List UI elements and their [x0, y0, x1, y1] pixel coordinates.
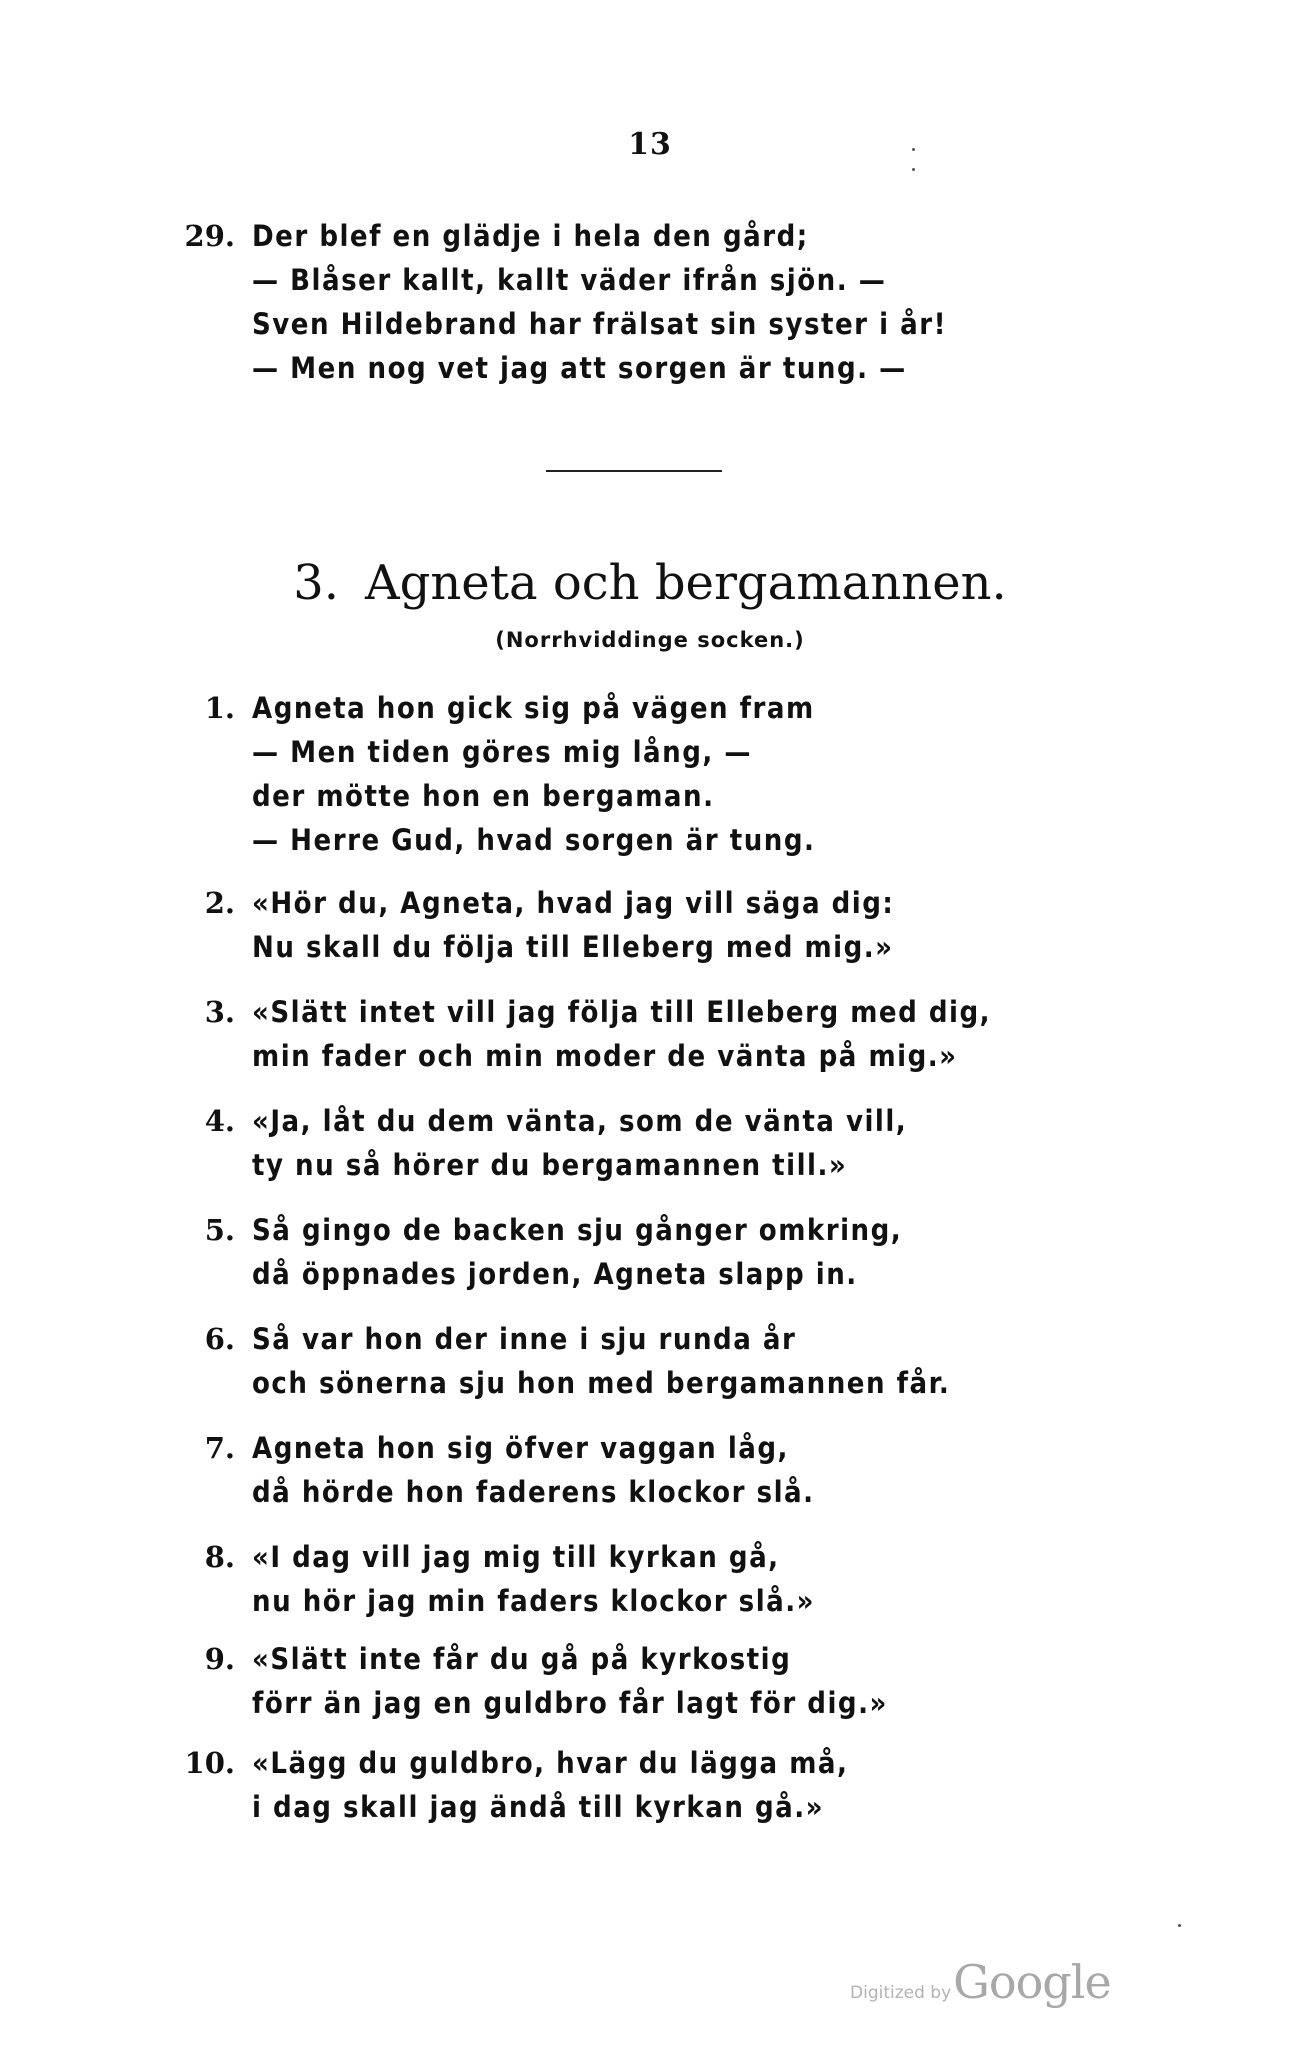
verse-line: der mötte hon en bergaman. [252, 779, 715, 813]
scan-speck [912, 148, 915, 151]
verse-line: — Men nog vet jag att sorgen är tung. — [252, 351, 907, 385]
verse-line: «Lägg du guldbro, hvar du lägga må, [252, 1746, 849, 1780]
digitized-by-watermark [850, 1955, 1111, 2009]
verse-line: nu hör jag min faders klockor slå.» [252, 1584, 816, 1618]
verse-line: Agneta hon gick sig på vägen fram [252, 691, 815, 725]
stanza-number: 3. [204, 995, 235, 1029]
page-number: 13 [628, 127, 672, 162]
verse-line: Sven Hildebrand har frälsat sin syster i år! [252, 307, 947, 341]
stanza-lines [252, 1535, 1072, 1623]
verse-line: «Slätt inte får du gå på kyrkostig [252, 1642, 792, 1676]
verse-line: förr än jag en guldbro får lagt för dig.» [252, 1686, 888, 1720]
stanza-lines [252, 1317, 1072, 1405]
verse-line: ty nu så hörer du bergamannen till.» [252, 1148, 848, 1182]
stanza-lines [252, 1099, 1072, 1187]
verse-line: Nu skall du följa till Elleberg med mig.» [252, 930, 894, 964]
poem-source: (Norrhviddinge socken.) [495, 628, 805, 652]
stanza-number: 9. [204, 1642, 235, 1676]
verse-line: och sönerna sju hon med bergamannen får. [252, 1366, 951, 1400]
stanza-number: 8. [204, 1540, 235, 1574]
verse-line: då öppnades jorden, Agneta slapp in. [252, 1257, 858, 1291]
scan-speck [1178, 1924, 1181, 1927]
stanza-number: 7. [204, 1431, 235, 1465]
stanza-lines [252, 881, 1072, 969]
stanza-number: 29. [184, 219, 235, 253]
stanza-lines [252, 1741, 1072, 1829]
stanza-lines [252, 990, 1072, 1078]
stanza-number: 2. [204, 886, 235, 920]
verse-line: — Blåser kallt, kallt väder ifrån sjön. — [252, 263, 887, 297]
verse-line: i dag skall jag ändå till kyrkan gå.» [252, 1790, 825, 1824]
stanza-lines [252, 1426, 1072, 1514]
verse-line: «I dag vill jag mig till kyrkan gå, [252, 1540, 780, 1574]
verse-line: Agneta hon sig öfver vaggan låg, [252, 1431, 789, 1465]
verse-line: min fader och min moder de vänta på mig.» [252, 1039, 958, 1073]
google-logo: Google [953, 1955, 1111, 2009]
stanza-lines [252, 1637, 1072, 1725]
stanza-number: 4. [204, 1104, 235, 1138]
stanza-number: 10. [184, 1746, 235, 1780]
verse-line: Så gingo de backen sju gånger omkring, [252, 1213, 903, 1247]
verse-line: — Herre Gud, hvad sorgen är tung. [252, 823, 816, 857]
poem-title-text: Agneta och bergamannen. [365, 555, 1007, 611]
stanza-number: 5. [204, 1213, 235, 1247]
scan-speck [912, 168, 915, 171]
verse-line: Så var hon der inne i sju runda år [252, 1322, 797, 1356]
verse-line: «Ja, låt du dem vänta, som de vänta vill, [252, 1104, 908, 1138]
verse-line: då hörde hon faderens klockor slå. [252, 1475, 815, 1509]
section-divider [546, 470, 722, 472]
verse-line: «Slätt intet vill jag följa till Elleberg med dig, [252, 995, 992, 1029]
watermark-prefix: Digitized by [850, 1983, 952, 2003]
stanza-number: 1. [204, 691, 235, 725]
stanza-lines [252, 686, 1072, 862]
verse-line: Der blef en glädje i hela den gård; [252, 219, 809, 253]
verse-line: — Men tiden göres mig lång, — [252, 735, 752, 769]
stanza-number: 6. [204, 1322, 235, 1356]
stanza-lines [252, 1208, 1072, 1296]
poem-title [0, 553, 1300, 613]
verse-line: «Hör du, Agneta, hvad jag vill säga dig: [252, 886, 895, 920]
poem-number: 3. [293, 555, 339, 611]
stanza-lines [252, 214, 1072, 390]
